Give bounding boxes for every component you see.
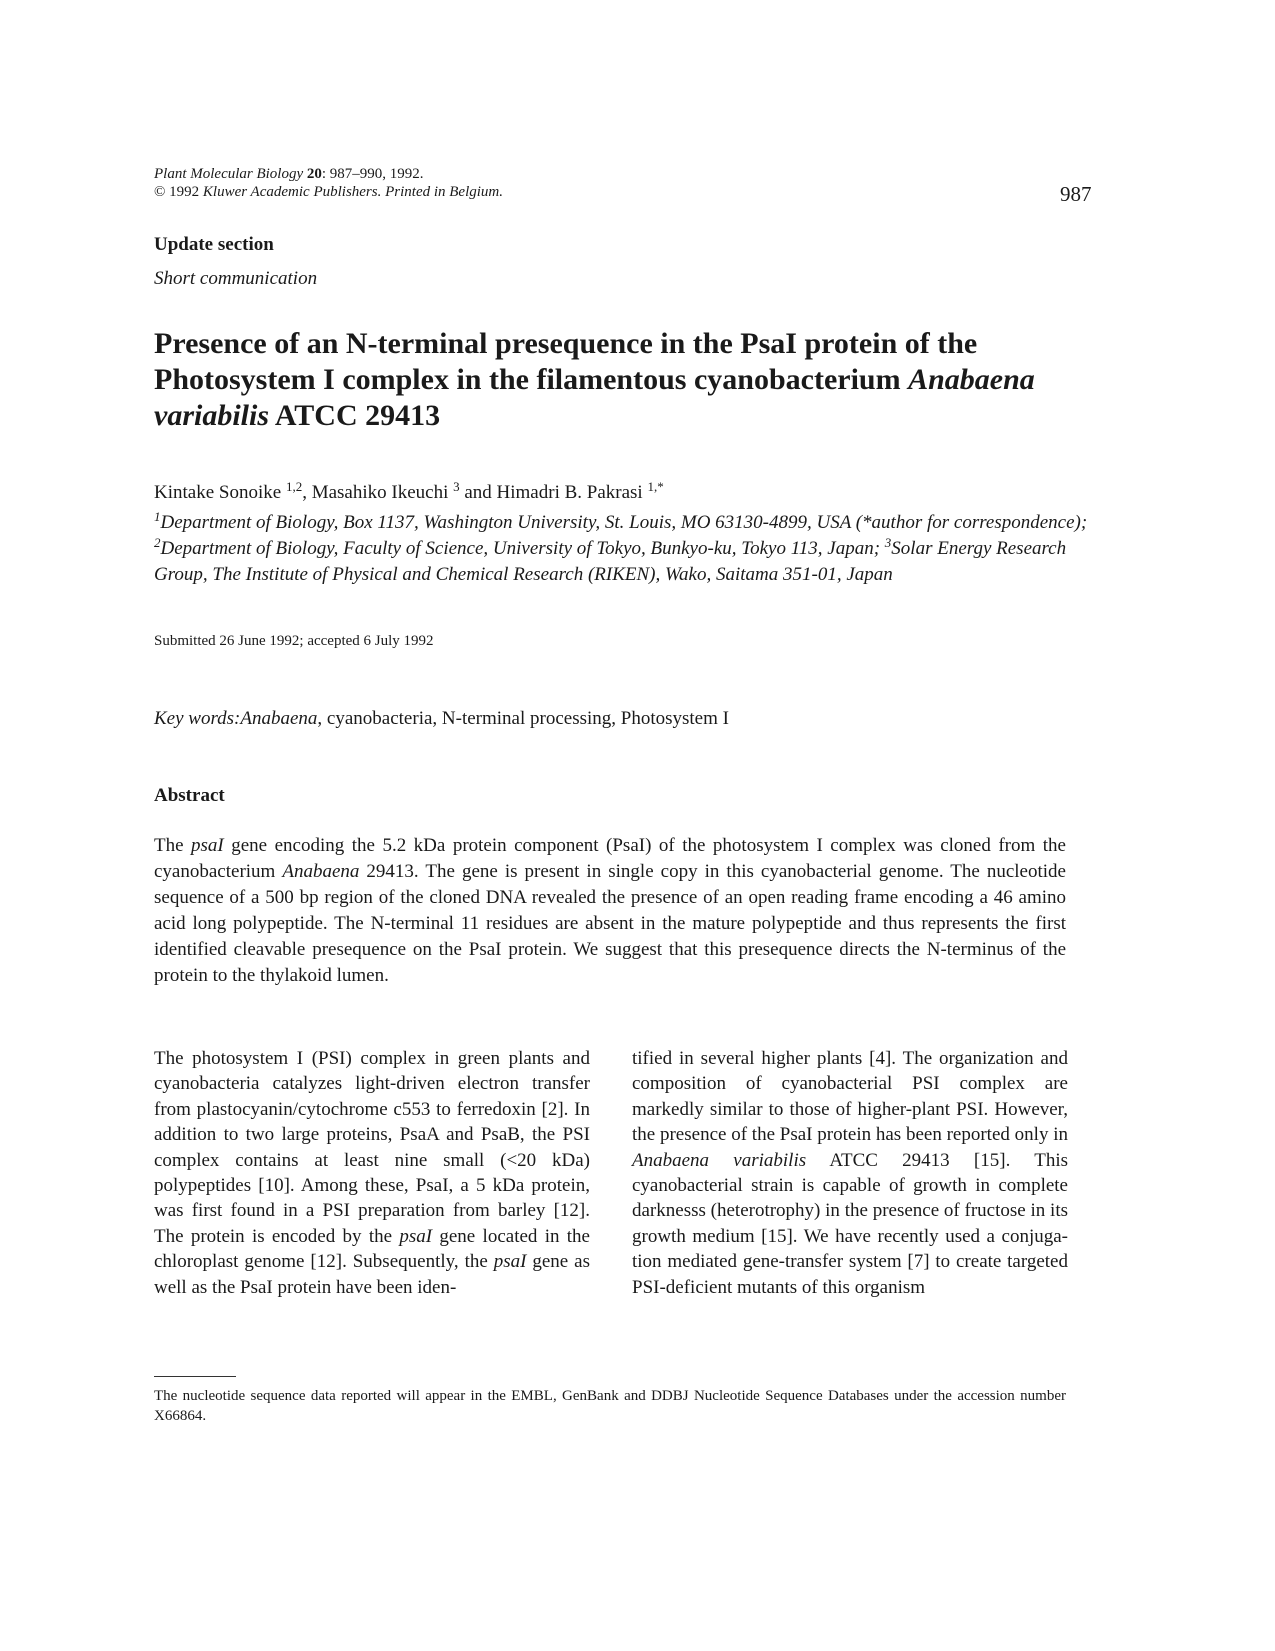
footnote-rule — [154, 1376, 236, 1377]
affil-mark: 3 — [884, 535, 892, 550]
keywords-label: Key words: — [154, 708, 241, 729]
body-segment: The photosystem I (PSI) complex in green plants and cyanobacteria catalyzes light-driven electron transfer from plastocyanin/cytochrome c553 to ferredoxin [2]. In addition to two large proteins, PsaA and PsaB, the PSI complex contains at least nine small (<20 kDa) polypeptides [10]. Among these, PsaI, a 5 kDa protein, was first found in a PSI preparation from barley [12]. The protein is encoded by the — [154, 1048, 590, 1247]
submission-dates: Submitted 26 June 1992; accepted 6 July 1992 — [154, 633, 434, 649]
affil-mark: 2 — [154, 535, 161, 550]
abstract-heading: Abstract — [154, 785, 225, 806]
footnote: The nucleotide sequence data reported will appear in the EMBL, GenBank and DDBJ Nucleotide Sequence Databases under the accession number X66864. — [154, 1388, 1066, 1424]
page-number: 987 — [1060, 182, 1092, 206]
title-organism: Anabaena variabilis — [154, 363, 1035, 432]
keywords — [154, 708, 729, 730]
affiliation-text: Department of Biology, Faculty of Science, University of Tokyo, Bunkyo-ku, Tokyo 113, Japan; — [160, 538, 885, 559]
abstract-segment: 29413. The gene is present in single copy in this cyanobacterial genome. The nucleotide sequence of a 500 bp region of the cloned DNA revealed the presence of an open reading frame encoding a 46 amino acid long polypeptide. The N-terminal 11 residues are absent in the mature polypeptide and thus represents the first identified cleavable presequence on the PsaI protein. We suggest that this presequence directs the N-terminus of the protein to the thylakoid lumen. — [154, 861, 1066, 986]
title-main: Presence of an N-terminal presequence in the PsaI protein of the Photosystem I complex in the filamentous cyanobacterium — [154, 327, 978, 396]
affiliation-text: Solar Energy Research Group, The Institute of Physical and Chemical Research (RIKEN), Wako, Saitama 351-01, Japan — [154, 538, 1067, 585]
body-segment: gene located in the chloroplast genome [12]. Subsequently, the — [154, 1225, 590, 1273]
keywords-rest: , cyanobacteria, N-terminal processing, Photosystem I — [317, 708, 729, 729]
journal-name: Plant Molecular Biology — [154, 166, 304, 182]
author-name: Kintake Sonoike — [154, 482, 282, 503]
author-name: Himadri B. Pakrasi — [496, 482, 643, 503]
keyword-italic: Anabaena — [240, 708, 318, 729]
author-affil-mark: 1,2 — [285, 479, 303, 494]
title-strain: ATCC 29413 — [269, 399, 441, 432]
abstract-segment: gene encoding the 5.2 kDa protein component (PsaI) of the photosystem I complex was cloned from the cyanobacterium — [154, 835, 1066, 882]
journal-volume: 20 — [306, 166, 322, 182]
body-segment: tified in several higher plants [4]. The organization and composition of cyanobacterial PSI complex are markedly similar to those of higher-plant PSI. However, the presence of the PsaI protein has been reported only in — [632, 1048, 1068, 1146]
affil-mark: 1 — [154, 509, 161, 524]
section-label: Update section — [154, 234, 274, 255]
body-segment: ATCC 29413 [15]. This cyanobacterial strain is capable of growth in complete darknesss (heterotrophy) in the presence of fructose in its growth medium [15]. We have recently used a conjugation mediated gene-transfer system [7] to create targeted PSI-deficient mutants of this organism — [632, 1149, 1068, 1298]
author-affil-mark: 3 — [453, 479, 460, 494]
journal-line — [154, 165, 503, 183]
author-name: Masahiko Ikeuchi — [311, 482, 449, 503]
journal-citation — [154, 165, 503, 201]
body-column-left — [154, 1046, 590, 1300]
paper-title — [154, 326, 1074, 434]
author-list — [154, 479, 664, 504]
copyright-year: © 1992 — [154, 184, 203, 200]
author-affil-mark: 1,* — [647, 479, 664, 494]
body-column-right — [632, 1046, 1068, 1300]
article-type: Short communication — [154, 268, 318, 289]
gene-name: psaI — [493, 1251, 527, 1273]
abstract-segment: The — [154, 835, 192, 856]
gene-name: psaI — [191, 835, 224, 856]
affiliation-text: Department of Biology, Box 1137, Washington University, St. Louis, MO 63130-4899, USA (*author for correspondence); — [160, 512, 1088, 533]
journal-pages: : 987–990, 1992. — [321, 166, 424, 182]
author-separator: , — [302, 482, 312, 503]
affiliations — [154, 510, 1094, 588]
gene-name: psaI — [399, 1225, 433, 1247]
abstract-text — [154, 833, 1066, 989]
author-separator: and — [459, 482, 497, 503]
body-segment: gene as well as the PsaI protein have been iden- — [154, 1251, 590, 1298]
organism-name: Anabaena — [282, 861, 360, 882]
copyright-line — [154, 183, 503, 201]
publisher: Kluwer Academic Publishers. Printed in Belgium. — [202, 184, 504, 200]
organism-name: Anabaena variabilis — [632, 1149, 807, 1171]
